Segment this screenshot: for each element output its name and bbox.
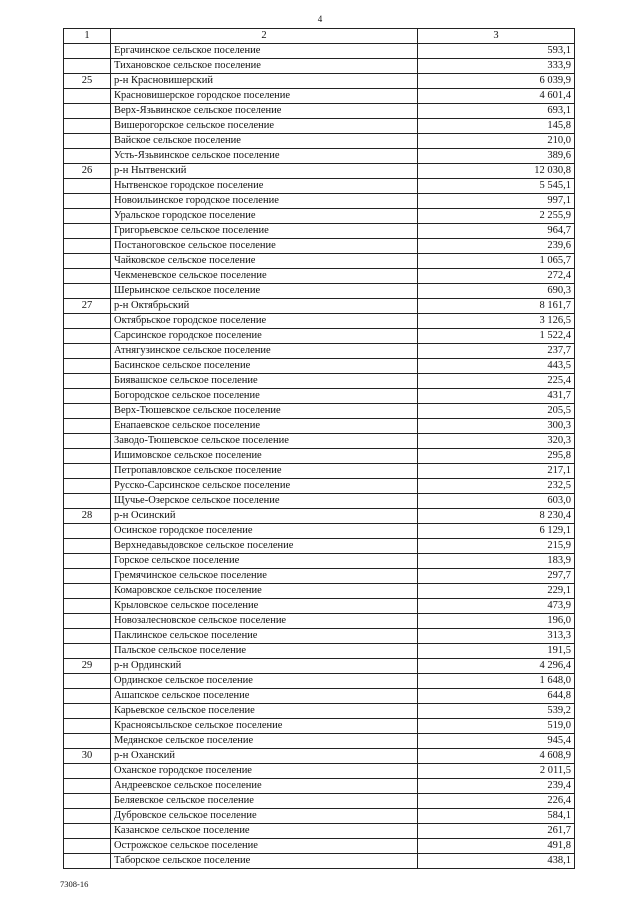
value-cell: 519,0 <box>418 719 575 734</box>
settlement-name-cell: Чайковское сельское поселение <box>111 254 418 269</box>
row-number-cell <box>64 359 111 374</box>
settlement-name-cell: Щучье-Озерское сельское поселение <box>111 494 418 509</box>
value-cell: 239,6 <box>418 239 575 254</box>
row-number-cell <box>64 704 111 719</box>
row-number-cell <box>64 524 111 539</box>
value-cell: 1 065,7 <box>418 254 575 269</box>
row-number-cell <box>64 569 111 584</box>
value-cell: 1 522,4 <box>418 329 575 344</box>
row-number-cell <box>64 404 111 419</box>
row-number-cell <box>64 479 111 494</box>
table-row <box>64 464 575 479</box>
row-number-cell <box>64 254 111 269</box>
row-number-cell <box>64 824 111 839</box>
value-cell: 443,5 <box>418 359 575 374</box>
row-number-cell <box>64 314 111 329</box>
settlement-name-cell: Осинское городское поселение <box>111 524 418 539</box>
table-row <box>64 719 575 734</box>
table-row <box>64 404 575 419</box>
value-cell: 6 039,9 <box>418 74 575 89</box>
settlement-name-cell: Острожское сельское поселение <box>111 839 418 854</box>
table-row <box>64 569 575 584</box>
settlement-name-cell: Андреевское сельское поселение <box>111 779 418 794</box>
settlement-name-cell: Вишерогорское сельское поселение <box>111 119 418 134</box>
row-number-cell <box>64 554 111 569</box>
settlement-name-cell: Ишимовское сельское поселение <box>111 449 418 464</box>
settlement-name-cell: Басинское сельское поселение <box>111 359 418 374</box>
settlement-name-cell: р-н Нытвенский <box>111 164 418 179</box>
settlement-name-cell: Новозалесновское сельское поселение <box>111 614 418 629</box>
row-number-cell <box>64 584 111 599</box>
settlement-name-cell: Горское сельское поселение <box>111 554 418 569</box>
value-cell: 2 011,5 <box>418 764 575 779</box>
value-cell: 4 601,4 <box>418 89 575 104</box>
table-row <box>64 509 575 524</box>
table-row <box>64 794 575 809</box>
settlement-name-cell: Богородское сельское поселение <box>111 389 418 404</box>
settlement-name-cell: р-н Октябрьский <box>111 299 418 314</box>
header-col-2: 2 <box>111 29 418 44</box>
row-number-cell <box>64 149 111 164</box>
row-number-cell <box>64 59 111 74</box>
row-number-cell <box>64 839 111 854</box>
row-number-cell <box>64 389 111 404</box>
value-cell: 215,9 <box>418 539 575 554</box>
row-number-cell <box>64 779 111 794</box>
settlement-name-cell: Нытвенское городское поселение <box>111 179 418 194</box>
row-number-cell: 30 <box>64 749 111 764</box>
settlement-name-cell: Тихановское сельское поселение <box>111 59 418 74</box>
table-row <box>64 104 575 119</box>
table-row <box>64 524 575 539</box>
table-row <box>64 659 575 674</box>
table-row <box>64 164 575 179</box>
row-number-cell <box>64 644 111 659</box>
table-header-row <box>64 29 575 44</box>
row-number-cell <box>64 599 111 614</box>
settlement-name-cell: Сарсинское городское поселение <box>111 329 418 344</box>
settlement-name-cell: р-н Ординский <box>111 659 418 674</box>
settlement-name-cell: Ергачинское сельское поселение <box>111 44 418 59</box>
settlement-name-cell: Пальское сельское поселение <box>111 644 418 659</box>
settlement-name-cell: Верх-Язьвинское сельское поселение <box>111 104 418 119</box>
table-row <box>64 254 575 269</box>
settlement-name-cell: Карьевское сельское поселение <box>111 704 418 719</box>
settlement-name-cell: Комаровское сельское поселение <box>111 584 418 599</box>
settlement-name-cell: Паклинское сельское поселение <box>111 629 418 644</box>
value-cell: 12 030,8 <box>418 164 575 179</box>
row-number-cell <box>64 104 111 119</box>
row-number-cell <box>64 434 111 449</box>
table-row <box>64 734 575 749</box>
table-row <box>64 824 575 839</box>
row-number-cell <box>64 629 111 644</box>
settlement-name-cell: Красноясыльское сельское поселение <box>111 719 418 734</box>
row-number-cell <box>64 269 111 284</box>
row-number-cell <box>64 179 111 194</box>
row-number-cell <box>64 539 111 554</box>
settlement-name-cell: Атнягузинское сельское поселение <box>111 344 418 359</box>
value-cell: 2 255,9 <box>418 209 575 224</box>
table-row <box>64 434 575 449</box>
row-number-cell <box>64 374 111 389</box>
value-cell: 225,4 <box>418 374 575 389</box>
settlement-name-cell: Верх-Тюшевское сельское поселение <box>111 404 418 419</box>
table-row <box>64 419 575 434</box>
row-number-cell <box>64 464 111 479</box>
table-row <box>64 839 575 854</box>
value-cell: 3 126,5 <box>418 314 575 329</box>
row-number-cell <box>64 224 111 239</box>
row-number-cell <box>64 119 111 134</box>
settlement-name-cell: Заводо-Тюшевское сельское поселение <box>111 434 418 449</box>
table-row <box>64 74 575 89</box>
value-cell: 8 230,4 <box>418 509 575 524</box>
value-cell: 4 608,9 <box>418 749 575 764</box>
value-cell: 297,7 <box>418 569 575 584</box>
row-number-cell: 26 <box>64 164 111 179</box>
row-number-cell <box>64 614 111 629</box>
settlement-name-cell: Григорьевское сельское поселение <box>111 224 418 239</box>
table-row <box>64 329 575 344</box>
value-cell: 431,7 <box>418 389 575 404</box>
table-row <box>64 44 575 59</box>
value-cell: 945,4 <box>418 734 575 749</box>
settlement-name-cell: Казанское сельское поселение <box>111 824 418 839</box>
value-cell: 491,8 <box>418 839 575 854</box>
row-number-cell <box>64 329 111 344</box>
table-row <box>64 314 575 329</box>
header-col-1: 1 <box>64 29 111 44</box>
value-cell: 226,4 <box>418 794 575 809</box>
row-number-cell <box>64 449 111 464</box>
value-cell: 196,0 <box>418 614 575 629</box>
table-row <box>64 809 575 824</box>
table-row <box>64 854 575 869</box>
table-row <box>64 284 575 299</box>
table-row <box>64 374 575 389</box>
settlement-name-cell: Дубровское сельское поселение <box>111 809 418 824</box>
value-cell: 5 545,1 <box>418 179 575 194</box>
table-row <box>64 674 575 689</box>
value-cell: 473,9 <box>418 599 575 614</box>
table-row <box>64 614 575 629</box>
row-number-cell <box>64 194 111 209</box>
page-number: 4 <box>317 14 323 24</box>
value-cell: 593,1 <box>418 44 575 59</box>
table-row <box>64 359 575 374</box>
value-cell: 313,3 <box>418 629 575 644</box>
settlement-name-cell: Постаноговское сельское поселение <box>111 239 418 254</box>
data-table <box>63 28 575 869</box>
row-number-cell <box>64 734 111 749</box>
row-number-cell <box>64 419 111 434</box>
settlement-name-cell: Уральское городское поселение <box>111 209 418 224</box>
row-number-cell <box>64 764 111 779</box>
table-row <box>64 749 575 764</box>
settlement-name-cell: Ординское сельское поселение <box>111 674 418 689</box>
table-row <box>64 449 575 464</box>
settlement-name-cell: Верхнедавыдовское сельское поселение <box>111 539 418 554</box>
table-row <box>64 689 575 704</box>
settlement-name-cell: Беляевское сельское поселение <box>111 794 418 809</box>
settlement-name-cell: Таборское сельское поселение <box>111 854 418 869</box>
table-row <box>64 494 575 509</box>
settlement-name-cell: Красновишерское городское поселение <box>111 89 418 104</box>
value-cell: 6 129,1 <box>418 524 575 539</box>
value-cell: 1 648,0 <box>418 674 575 689</box>
settlement-name-cell: Петропавловское сельское поселение <box>111 464 418 479</box>
row-number-cell: 27 <box>64 299 111 314</box>
row-number-cell <box>64 494 111 509</box>
row-number-cell <box>64 134 111 149</box>
row-number-cell <box>64 794 111 809</box>
row-number-cell <box>64 674 111 689</box>
settlement-name-cell: Русско-Сарсинское сельское поселение <box>111 479 418 494</box>
value-cell: 232,5 <box>418 479 575 494</box>
table-row <box>64 299 575 314</box>
table-row <box>64 479 575 494</box>
table-row <box>64 119 575 134</box>
table-row <box>64 224 575 239</box>
table-row <box>64 599 575 614</box>
table-row <box>64 239 575 254</box>
value-cell: 8 161,7 <box>418 299 575 314</box>
value-cell: 997,1 <box>418 194 575 209</box>
table-row <box>64 149 575 164</box>
table-row <box>64 269 575 284</box>
settlement-name-cell: Крыловское сельское поселение <box>111 599 418 614</box>
settlement-name-cell: р-н Осинский <box>111 509 418 524</box>
table-row <box>64 194 575 209</box>
table-row <box>64 539 575 554</box>
value-cell: 205,5 <box>418 404 575 419</box>
row-number-cell <box>64 689 111 704</box>
value-cell: 603,0 <box>418 494 575 509</box>
table-row <box>64 209 575 224</box>
row-number-cell <box>64 89 111 104</box>
row-number-cell <box>64 239 111 254</box>
value-cell: 237,7 <box>418 344 575 359</box>
settlement-name-cell: Биявашское сельское поселение <box>111 374 418 389</box>
table-row <box>64 179 575 194</box>
value-cell: 239,4 <box>418 779 575 794</box>
settlement-name-cell: Октябрьское городское поселение <box>111 314 418 329</box>
value-cell: 438,1 <box>418 854 575 869</box>
value-cell: 272,4 <box>418 269 575 284</box>
value-cell: 217,1 <box>418 464 575 479</box>
row-number-cell <box>64 44 111 59</box>
settlement-name-cell: Ашапское сельское поселение <box>111 689 418 704</box>
row-number-cell <box>64 809 111 824</box>
value-cell: 690,3 <box>418 284 575 299</box>
table-row <box>64 344 575 359</box>
value-cell: 261,7 <box>418 824 575 839</box>
settlement-name-cell: Усть-Язьвинское сельское поселение <box>111 149 418 164</box>
value-cell: 191,5 <box>418 644 575 659</box>
settlement-name-cell: Шерьинское сельское поселение <box>111 284 418 299</box>
settlement-name-cell: Медянское сельское поселение <box>111 734 418 749</box>
value-cell: 210,0 <box>418 134 575 149</box>
value-cell: 389,6 <box>418 149 575 164</box>
settlement-name-cell: Енапаевское сельское поселение <box>111 419 418 434</box>
settlement-name-cell: р-н Оханский <box>111 749 418 764</box>
table-row <box>64 134 575 149</box>
row-number-cell <box>64 719 111 734</box>
row-number-cell: 25 <box>64 74 111 89</box>
settlement-name-cell: Чекменевское сельское поселение <box>111 269 418 284</box>
value-cell: 320,3 <box>418 434 575 449</box>
value-cell: 584,1 <box>418 809 575 824</box>
value-cell: 229,1 <box>418 584 575 599</box>
row-number-cell <box>64 209 111 224</box>
table-row <box>64 89 575 104</box>
table-row <box>64 629 575 644</box>
settlement-name-cell: Оханское городское поселение <box>111 764 418 779</box>
table-row <box>64 764 575 779</box>
table-row <box>64 59 575 74</box>
document-code: 7308-16 <box>60 879 89 889</box>
row-number-cell: 29 <box>64 659 111 674</box>
settlement-name-cell: Гремячинское сельское поселение <box>111 569 418 584</box>
table-row <box>64 389 575 404</box>
value-cell: 145,8 <box>418 119 575 134</box>
row-number-cell <box>64 344 111 359</box>
value-cell: 539,2 <box>418 704 575 719</box>
header-col-3: 3 <box>418 29 575 44</box>
value-cell: 300,3 <box>418 419 575 434</box>
settlement-name-cell: р-н Красновишерский <box>111 74 418 89</box>
value-cell: 644,8 <box>418 689 575 704</box>
row-number-cell <box>64 854 111 869</box>
value-cell: 4 296,4 <box>418 659 575 674</box>
table-row <box>64 554 575 569</box>
table-row <box>64 779 575 794</box>
value-cell: 964,7 <box>418 224 575 239</box>
row-number-cell: 28 <box>64 509 111 524</box>
settlement-name-cell: Вайское сельское поселение <box>111 134 418 149</box>
settlement-name-cell: Новоильинское городское поселение <box>111 194 418 209</box>
value-cell: 183,9 <box>418 554 575 569</box>
row-number-cell <box>64 284 111 299</box>
table-row <box>64 704 575 719</box>
table-row <box>64 584 575 599</box>
value-cell: 295,8 <box>418 449 575 464</box>
value-cell: 333,9 <box>418 59 575 74</box>
value-cell: 693,1 <box>418 104 575 119</box>
table-row <box>64 644 575 659</box>
